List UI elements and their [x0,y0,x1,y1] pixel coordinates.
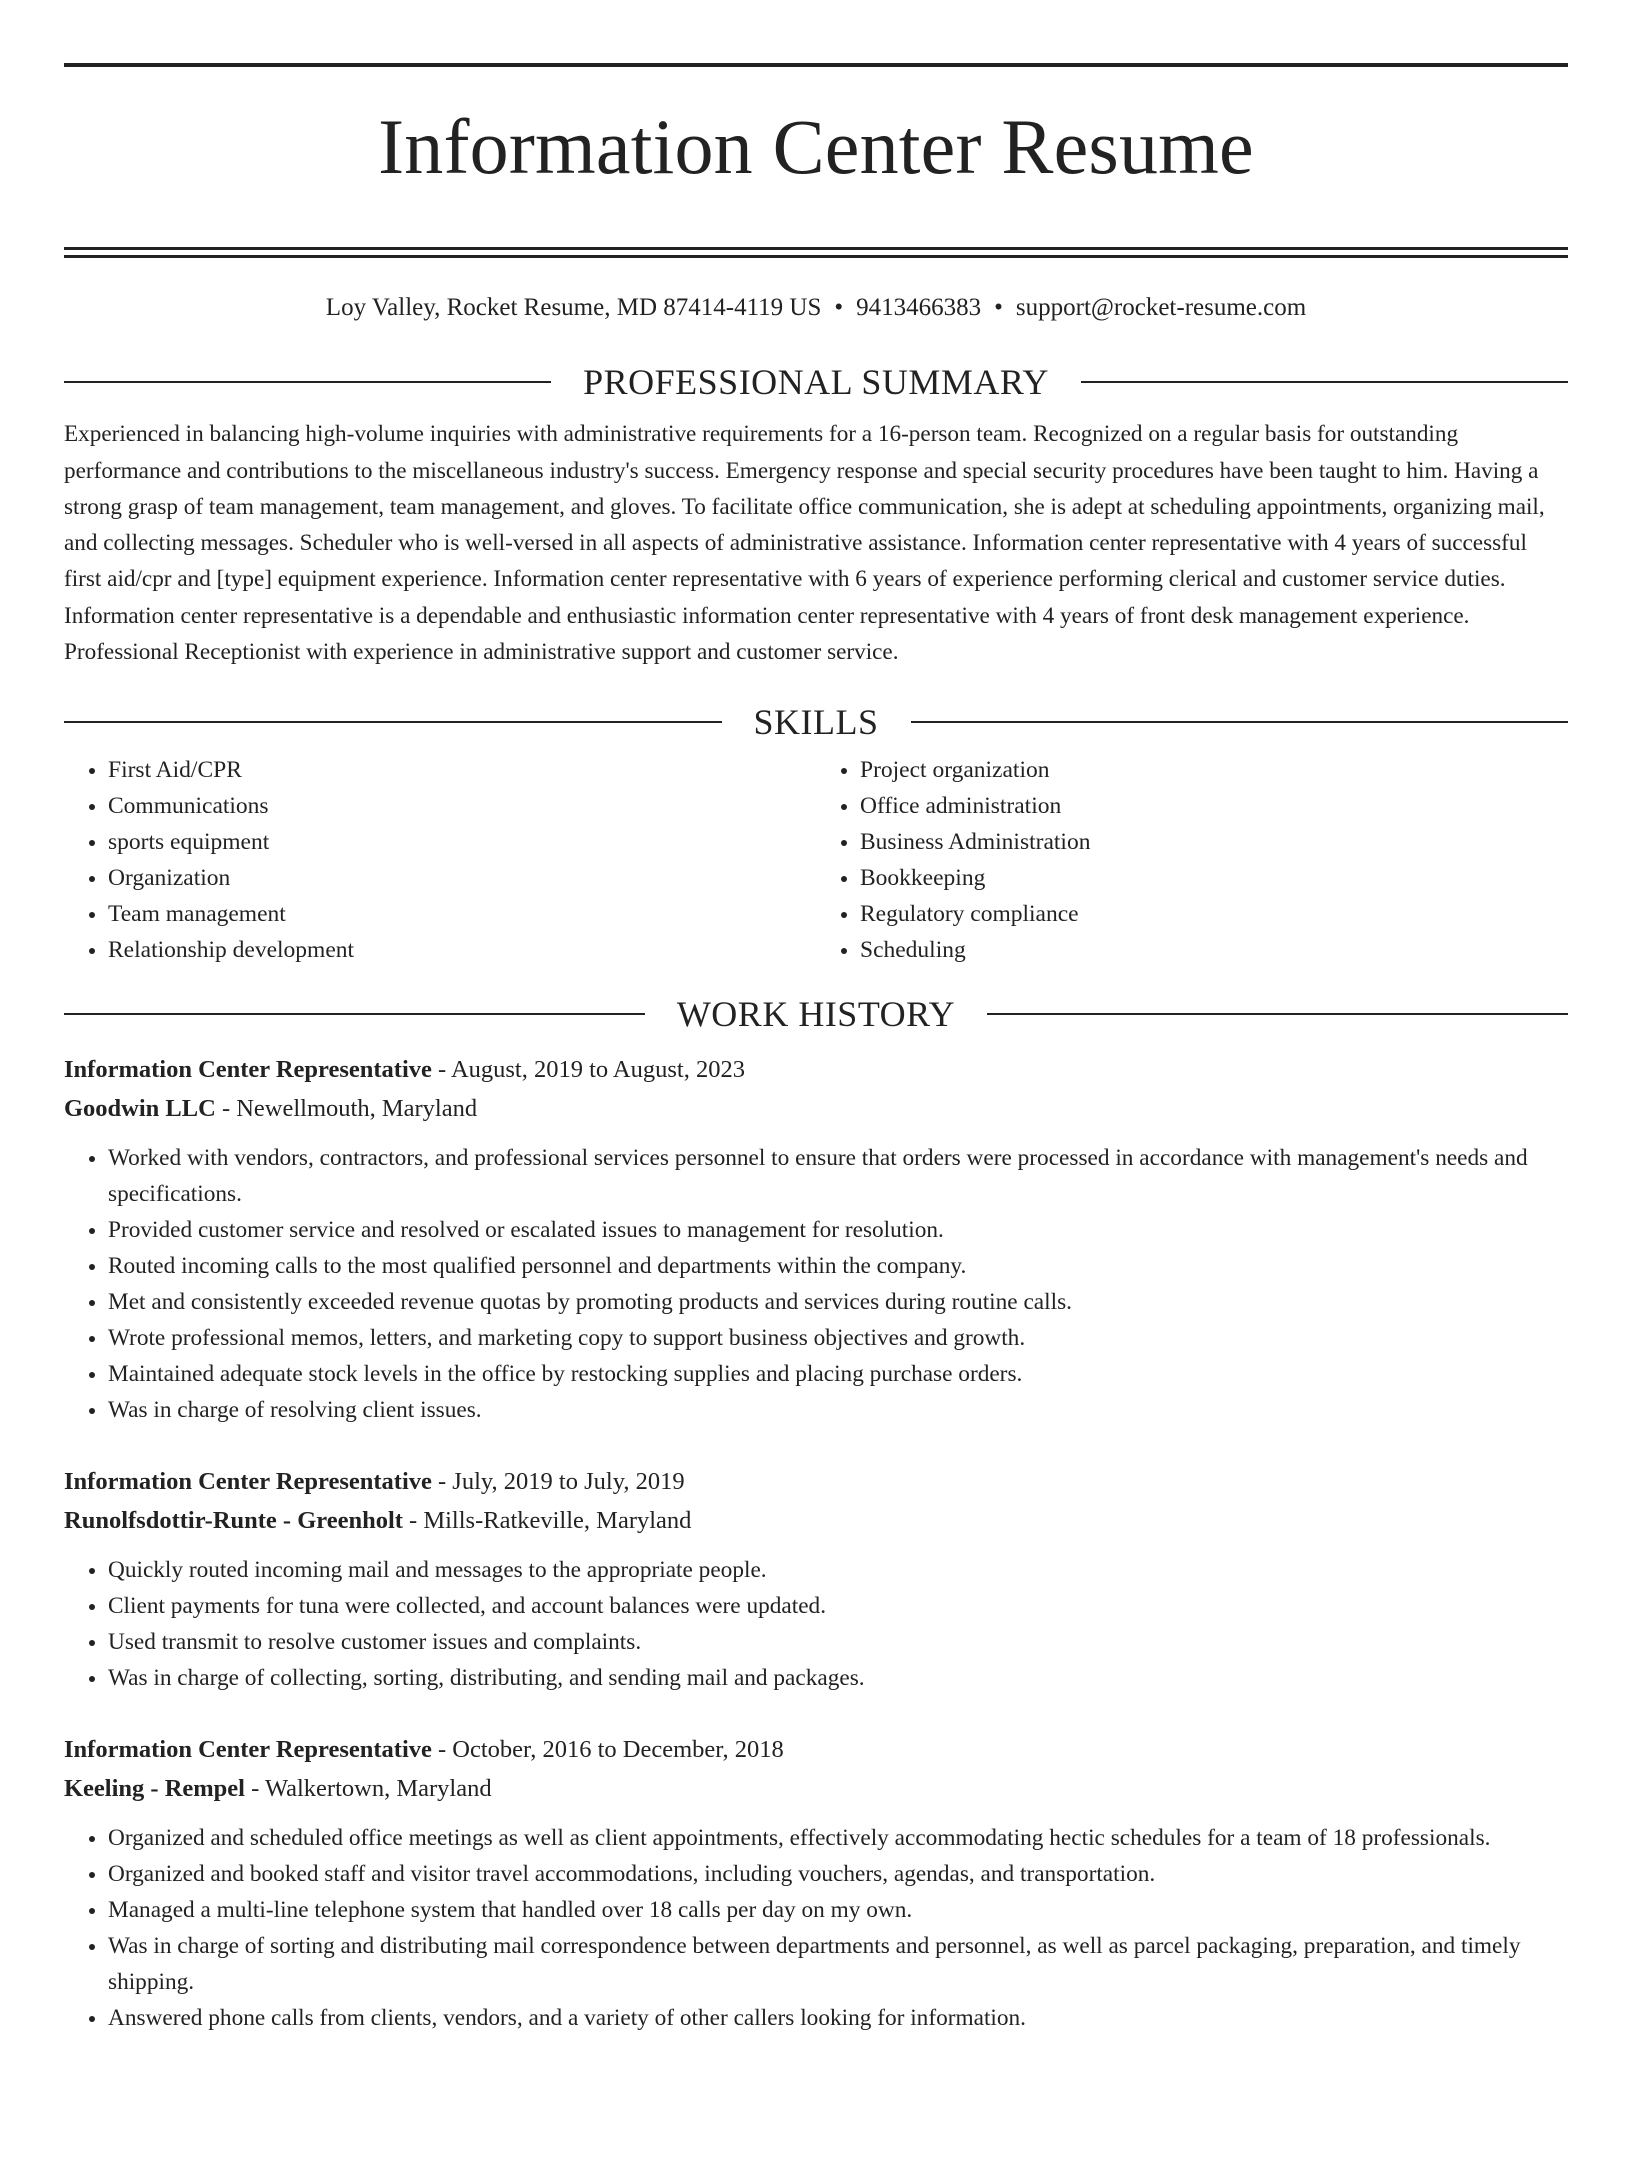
job-entry [64,1050,1568,1428]
job-title-line [64,1050,1568,1089]
skill-item: • Team management [108,896,816,932]
skills-list-left [64,752,816,968]
job-bullet: • Provided customer service and resolved or escalated issues to management for resolution. [108,1212,1568,1248]
heading-rule-right [911,721,1569,723]
contact-email: support@rocket-resume.com [1015,294,1307,322]
skill-item: • Bookkeeping [860,860,1568,896]
resume-page [0,63,1632,2175]
job-bullet: • Quickly routed incoming mail and messages to the appropriate people. [108,1552,1568,1588]
skills-heading [64,700,1568,744]
top-rule [64,63,1568,67]
heading-rule-left [64,1013,645,1015]
work-heading-label: WORK HISTORY [676,994,956,1035]
heading-rule-left [64,381,551,383]
job-entry [64,1730,1568,2036]
job-bullet: • Worked with vendors, contractors, and professional services personnel to ensure that orders were processed in accordance with management's needs and specifications. [108,1140,1568,1212]
job-title: Information Center Representative [64,1468,432,1496]
skill-item: • Office administration [860,788,1568,824]
contact-line [64,292,1568,324]
job-bullet: • Answered phone calls from clients, vendors, and a variety of other callers looking for information. [108,2000,1568,2036]
job-company: Goodwin LLC [64,1095,216,1123]
contact-separator: • [834,294,844,322]
job-company: Keeling - Rempel [64,1775,245,1803]
skill-item: • Relationship development [108,932,816,968]
job-bullet: • Was in charge of resolving client issues. [108,1392,1568,1428]
skills-heading-label: SKILLS [753,702,879,743]
resume-title: Information Center Resume [378,103,1254,190]
contact-address: Loy Valley, Rocket Resume, MD 87414-4119 US [325,294,822,322]
job-title: Information Center Representative [64,1056,432,1084]
skill-item: • First Aid/CPR [108,752,816,788]
job-location: - Walkertown, Maryland [245,1775,492,1803]
heading-rule-right [1081,381,1568,383]
job-bullets [64,1140,1568,1428]
job-company-line [64,1089,1568,1128]
skill-item: • Regulatory compliance [860,896,1568,932]
skill-item: • Business Administration [860,824,1568,860]
skill-item: • Scheduling [860,932,1568,968]
skill-item: • Organization [108,860,816,896]
skills-list-right [816,752,1568,968]
job-bullet: • Routed incoming calls to the most qualified personnel and departments within the company. [108,1248,1568,1284]
title-double-rule [64,247,1568,258]
job-bullets [64,1552,1568,1696]
contact-separator: • [994,294,1003,322]
job-location: - Mills-Ratkeville, Maryland [402,1507,692,1535]
job-dates: - October, 2016 to December, 2018 [431,1736,784,1764]
job-company-line [64,1769,1568,1808]
job-dates: - July, 2019 to July, 2019 [431,1468,685,1496]
job-bullet: • Used transmit to resolve customer issues and complaints. [108,1624,1568,1660]
job-bullet: • Met and consistently exceeded revenue quotas by promoting products and services during routine calls. [108,1284,1568,1320]
skill-item: • sports equipment [108,824,816,860]
job-entry [64,1462,1568,1696]
skill-item: • Project organization [860,752,1568,788]
job-bullets [64,1820,1568,2036]
summary-heading [64,360,1568,404]
job-bullet: • Managed a multi-line telephone system that handled over 18 calls per day on my own. [108,1892,1568,1928]
job-bullet: • Organized and booked staff and visitor travel accommodations, including vouchers, agendas, and transportation. [108,1856,1568,1892]
heading-rule-left [64,721,722,723]
job-company: Runolfsdottir-Runte - Greenholt [64,1507,403,1535]
summary-text: Experienced in balancing high-volume inquiries with administrative requirements for a 16-person team. Recognized on a regular basis for outstanding performance and contributions to the miscellaneous industry's success. Emergency response and special security procedures have been taught to him. Having a strong grasp of team management, team management, and gloves. To facilitate office communication, she is adept at scheduling appointments, organizing mail, and collecting messages. Scheduler who is well-versed in all aspects of administrative assistance. Information center representative with 4 years of successful first aid/cpr and [type] equipment experience. Information center representative with 6 years of experience performing clerical and customer service duties. Information center representative is a dependable and enthusiastic information center representative with 4 years of front desk management experience. Professional Receptionist with experience in administrative support and customer service. [64,421,1545,666]
skills-columns [64,752,1568,968]
job-bullet: • Wrote professional memos, letters, and marketing copy to support business objectives and growth. [108,1320,1568,1356]
contact-phone: 9413466383 [856,294,982,322]
job-bullet: • Maintained adequate stock levels in the office by restocking supplies and placing purchase orders. [108,1356,1568,1392]
job-title-line [64,1462,1568,1501]
job-title-line [64,1730,1568,1769]
work-heading [64,992,1568,1036]
skill-item: • Communications [108,788,816,824]
job-bullet: • Was in charge of sorting and distributing mail correspondence between departments and personnel, as well as parcel packaging, preparation, and timely shipping. [108,1928,1568,2000]
job-bullet: • Client payments for tuna were collected, and account balances were updated. [108,1588,1568,1624]
heading-rule-right [987,1013,1568,1015]
job-company-line [64,1501,1568,1540]
job-title: Information Center Representative [64,1736,432,1764]
job-dates: - August, 2019 to August, 2023 [431,1056,745,1084]
summary-heading-label: PROFESSIONAL SUMMARY [583,362,1049,403]
job-bullet: • Organized and scheduled office meetings as well as client appointments, effectively accommodating hectic schedules for a team of 18 professionals. [108,1820,1568,1856]
job-bullet: • Was in charge of collecting, sorting, distributing, and sending mail and packages. [108,1660,1568,1696]
job-location: - Newellmouth, Maryland [215,1095,478,1123]
